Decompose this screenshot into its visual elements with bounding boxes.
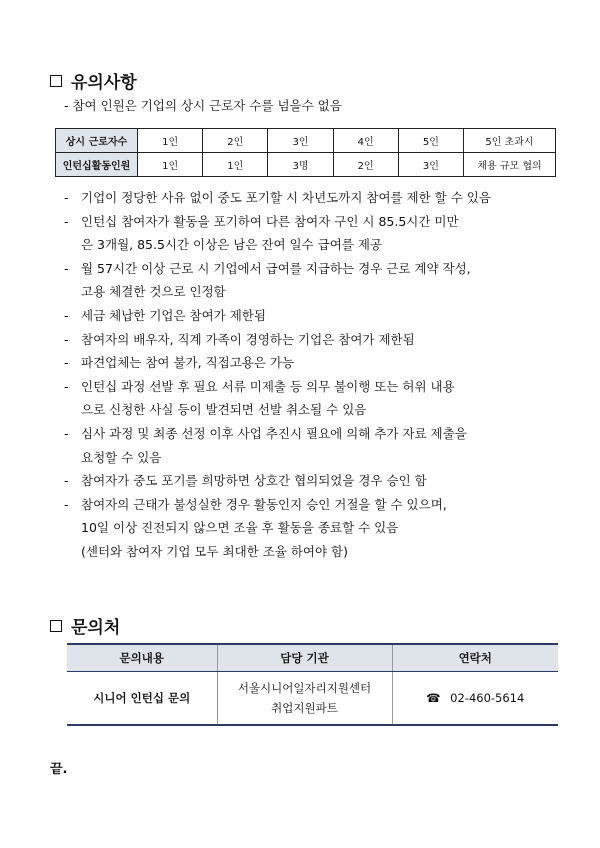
column-header: 담당 기관 [217, 644, 392, 672]
workforce-table [55, 128, 556, 177]
list-item: - 월 57시간 이상 근로 시 기업에서 급여를 지급하는 경우 근로 계약 작성, [64, 257, 554, 281]
item-line: 인턴십 참여자가 활동을 포기하여 다른 참여자 구인 시 85.5시간 미만 [81, 213, 459, 229]
item-line: 파견업체는 참여 불가, 직접고용은 가능 [81, 355, 295, 371]
list-item: - 인턴십 참여자가 활동을 포기하여 다른 참여자 구인 시 85.5시간 미만 [64, 210, 554, 234]
item-line: 요청할 수 있음 [81, 449, 162, 465]
inquiry-content: 시니어 인턴십 문의 [67, 672, 217, 726]
list-item: - 기업이 정당한 사유 없이 중도 포기할 시 차년도까지 참여를 제한 할 수 있음 [64, 186, 554, 210]
item-line: 으로 신청한 사실 등이 발견되면 선발 취소될 수 있음 [81, 402, 367, 418]
item-line: 참여자의 근태가 불성실한 경우 활동인지 승인 거절을 할 수 있으며, [81, 496, 447, 512]
list-item: - 참여자의 배우자, 직계 가족이 경영하는 기업은 참여가 제한됨 [64, 328, 554, 352]
row-header: 인턴십활동인원 [56, 153, 138, 177]
item-line: 고용 체결한 것으로 인정함 [81, 284, 226, 300]
table-cell: 채용 규모 협의 [464, 153, 556, 177]
list-item: - 파견업체는 참여 불가, 직접고용은 가능 [64, 351, 554, 375]
item-line: 10일 이상 진전되지 않으면 조율 후 활동을 종료할 수 있음 [81, 520, 399, 536]
organization [217, 672, 392, 726]
item-line: 세금 체납한 기업은 참여가 제한됨 [81, 307, 266, 323]
column-header: 연락처 [392, 644, 558, 672]
list-item: - 세금 체납한 기업은 참여가 제한됨 [64, 304, 554, 328]
contact-phone [392, 672, 558, 726]
list-item: - 참여자의 근태가 불성실한 경우 활동인지 승인 거절을 할 수 있으며, [64, 493, 554, 517]
section-title-contact [50, 613, 120, 638]
table-cell: 5인 [398, 129, 463, 153]
notes-list [64, 186, 554, 564]
checkbox-square-icon [50, 75, 62, 87]
item-line: 기업이 정당한 사유 없이 중도 포기할 시 차년도까지 참여를 제한 할 수 있음 [81, 190, 491, 205]
item-line: 참여자의 배우자, 직계 가족이 경영하는 기업은 참여가 제한됨 [81, 331, 415, 347]
contact-table [67, 643, 558, 726]
phone-number: 02-460-5614 [450, 691, 525, 705]
participant-limit-note: - 참여 인원은 기업의 상시 근로자 수를 넘을수 없음 [64, 98, 342, 113]
org-department: 취업지원파트 [271, 701, 338, 715]
phone-icon: ☎ [426, 691, 441, 705]
section-title-notes [50, 68, 137, 93]
table-cell: 3인 [398, 153, 463, 177]
table-cell: 1인 [138, 129, 203, 153]
item-line: (센터와 참여자 기업 모두 최대한 조율 하여야 함) [81, 543, 348, 559]
item-line: 월 57시간 이상 근로 시 기업에서 급여를 지급하는 경우 근로 계약 작성, [81, 260, 471, 276]
list-item: - 심사 과정 및 최종 선정 이후 사업 추진시 필요에 의해 추가 자료 제출을 [64, 422, 554, 446]
table-cell: 1인 [138, 153, 203, 177]
section-title-text: 유의사항 [71, 73, 137, 93]
item-line: 은 3개월, 85.5시간 이상은 남은 잔여 일수 급여를 제공 [81, 237, 382, 253]
table-row [67, 672, 558, 726]
checkbox-square-icon [50, 620, 62, 632]
table-row [56, 129, 556, 153]
item-line: 참여자가 중도 포기를 희망하면 상호간 협의되었을 경우 승인 함 [81, 473, 427, 489]
table-cell: 1인 [203, 153, 268, 177]
item-line: 인턴십 과정 선발 후 필요 서류 미제출 등 의무 불이행 또는 허위 내용 [81, 378, 455, 394]
table-cell: 2인 [203, 129, 268, 153]
column-header: 문의내용 [67, 644, 217, 672]
table-cell: 5인 초과시 [464, 129, 556, 153]
section-title-text: 문의처 [71, 618, 121, 638]
row-header: 상시 근로자수 [56, 129, 138, 153]
item-line: 심사 과정 및 최종 선정 이후 사업 추진시 필요에 의해 추가 자료 제출을 [81, 425, 467, 441]
list-item: - 참여자가 중도 포기를 희망하면 상호간 협의되었을 경우 승인 함 [64, 469, 554, 493]
table-cell: 4인 [333, 129, 398, 153]
list-item: - 인턴십 과정 선발 후 필요 서류 미제출 등 의무 불이행 또는 허위 내용 [64, 375, 554, 399]
end-mark: 끝. [50, 762, 68, 777]
table-cell: 3인 [268, 129, 333, 153]
table-cell: 3명 [268, 153, 333, 177]
org-name: 서울시니어일자리지원센터 [237, 681, 372, 695]
table-cell: 2인 [333, 153, 398, 177]
table-row [56, 153, 556, 177]
table-header-row [67, 644, 558, 672]
